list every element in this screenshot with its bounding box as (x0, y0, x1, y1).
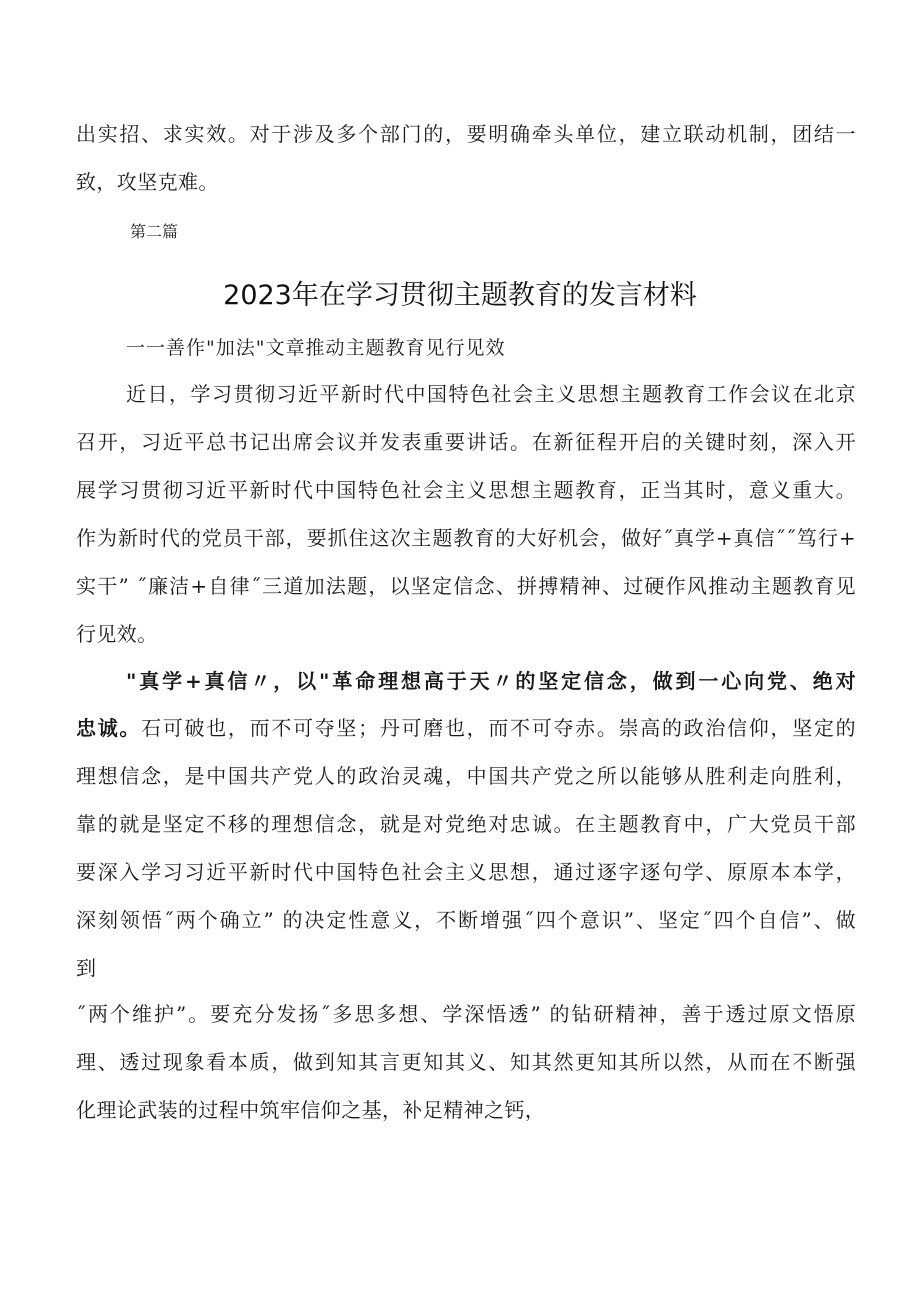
paragraph-line: 理、透过现象看本质，做到知其言更知其义、知其然更知其所以然，从而在不断强 (76, 1050, 856, 1074)
document-title: 2023年在学习贯彻主题教育的发言材料 (223, 280, 697, 311)
paragraph-line: 实干” ˝廉洁+自律˝三道加法题，以坚定信念、拼搏精神、过硬作风推动主题教育见 (76, 574, 856, 598)
bold-lead-text: 忠诚。 (76, 716, 142, 740)
paragraph-line (76, 714, 856, 742)
paragraph-line: 近日，学习贯彻习近平新时代中国特色社会主义思想主题教育工作会议在北京 (126, 382, 856, 406)
paragraph-line: 到 (76, 956, 97, 980)
section-label: 第二篇 (130, 222, 179, 241)
paragraph-text: 石可破也，而不可夺坚；丹可磨也，而不可夺赤。崇高的政治信仰，坚定的 (141, 716, 856, 740)
body-text-line: 出实招、求实效。对于涉及多个部门的，要明确牵头单位，建立联动机制，团结一 (76, 122, 856, 146)
paragraph-line: 展学习贯彻习近平新时代中国特色社会主义思想主题教育，正当其时，意义重大。 (76, 478, 856, 502)
paragraph-heading-line: "真学+真信〃，以"革命理想高于天〃的坚定信念，做到一心向党、绝对 (126, 669, 856, 693)
paragraph-line: 召开，习近平总书记出席会议并发表重要讲话。在新征程开启的关键时刻，深入开 (76, 430, 856, 454)
paragraph-line: 深刻领悟˝两个确立” 的决定性意义，不断增强˝四个意识”、坚定˝四个自信”、做 (76, 908, 856, 932)
paragraph-line: 行见效。 (76, 622, 158, 646)
paragraph-line: 化理论武装的过程中筑牢信仰之基，补足精神之钙， (76, 1098, 546, 1122)
paragraph-line: 作为新时代的党员干部，要抓住这次主题教育的大好机会，做好˝真学+真信˝˝笃行+ (76, 526, 856, 550)
paragraph-line: 要深入学习习近平新时代中国特色社会主义思想，通过逐字逐句学、原原本本学， (76, 860, 856, 884)
body-text-line: 致，攻坚克难。 (76, 170, 219, 194)
paragraph-line: 理想信念，是中国共产党人的政治灵魂，中国共产党之所以能够从胜利走向胜利， (76, 764, 856, 788)
paragraph-line: ˝两个维护”。要充分发扬˝多思多想、学深悟透” 的钻研精神，善于透过原文悟原 (76, 1002, 856, 1026)
paragraph-line: 靠的就是坚定不移的理想信念，就是对党绝对忠诚。在主题教育中，广大党员干部 (76, 812, 856, 836)
document-subtitle: 一一善作"加法"文章推动主题教育见行见效 (126, 337, 506, 359)
